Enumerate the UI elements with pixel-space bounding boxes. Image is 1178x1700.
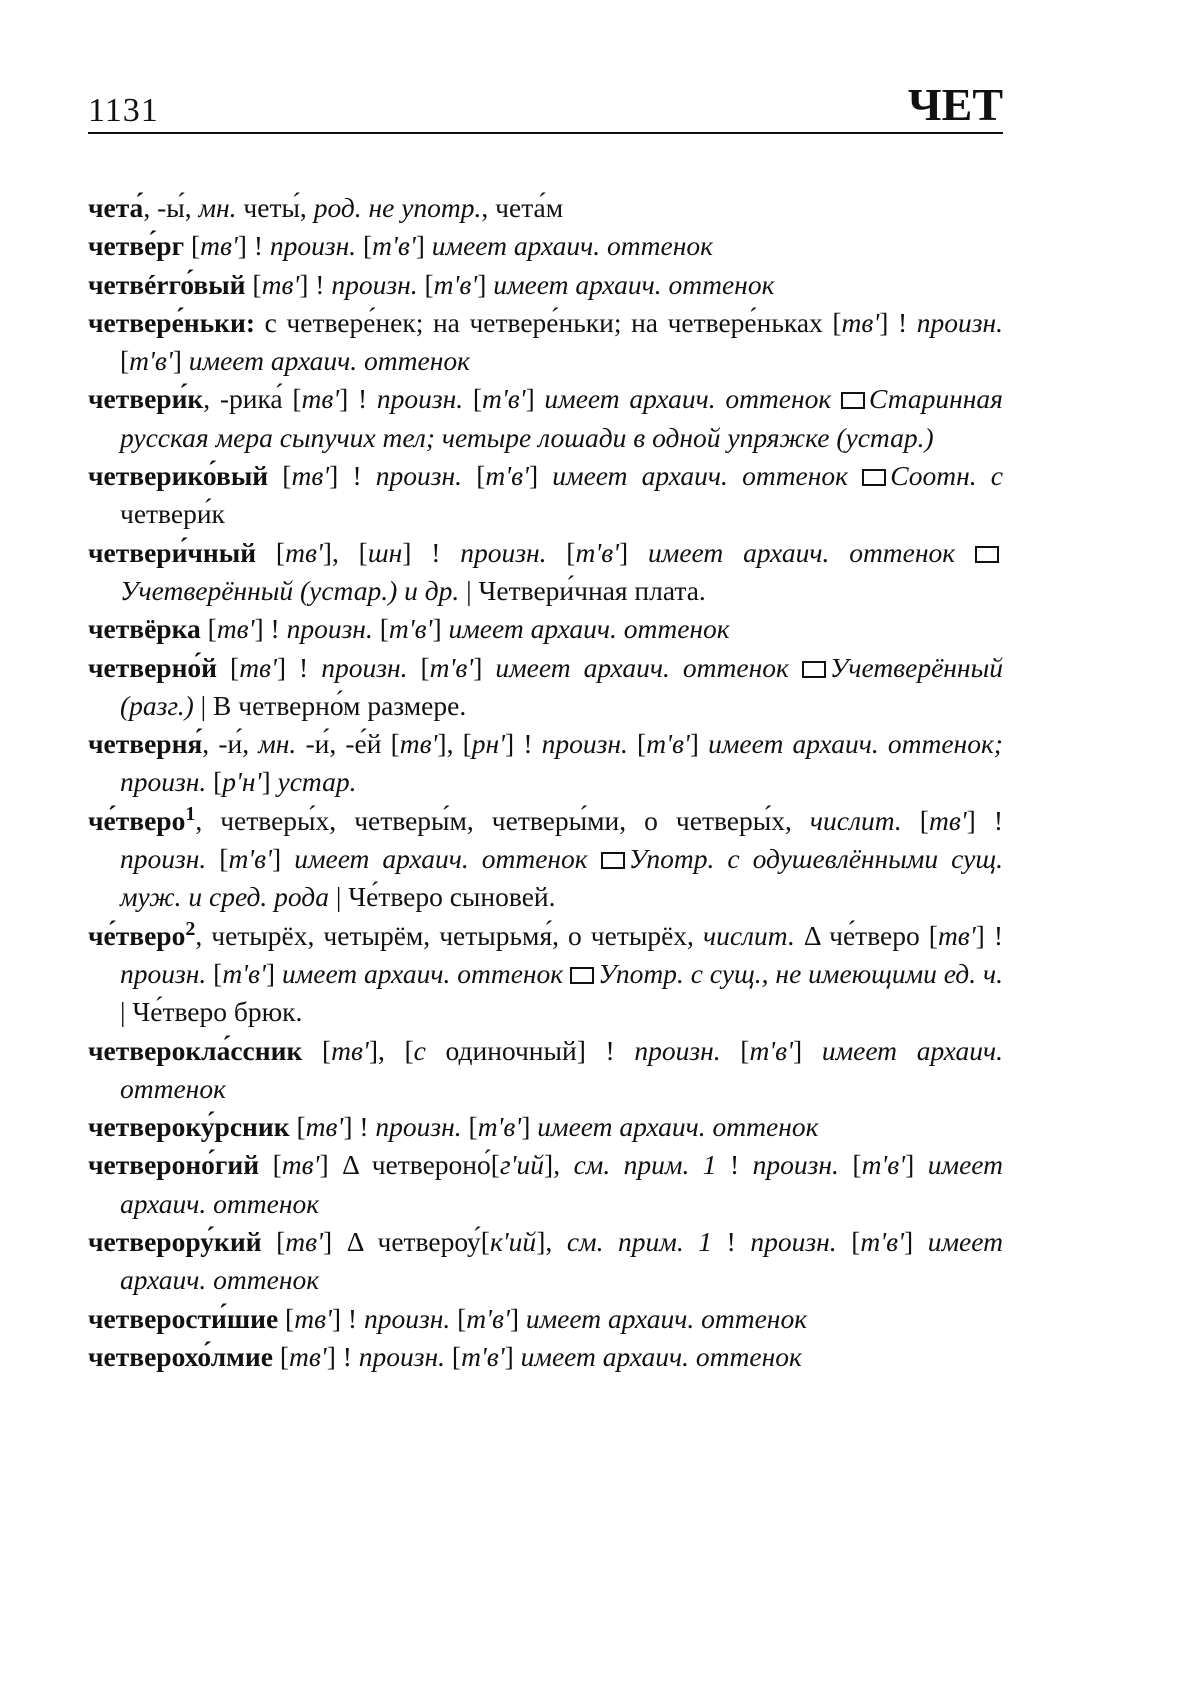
entry-text: [: [200, 613, 217, 645]
entry-text: ] Δ четвероно́[: [319, 1149, 500, 1181]
entry-text: [: [217, 651, 240, 683]
dictionary-entry-chetvernoy: [88, 649, 1003, 726]
definition-box-icon: [862, 469, 886, 486]
annotation-italic: тв': [841, 306, 880, 338]
annotation-italic: тв': [301, 383, 340, 415]
annotation-italic: р'н': [222, 766, 262, 798]
annotation-italic: произн.: [460, 536, 547, 568]
annotation-italic: тв': [305, 1111, 344, 1143]
entry-text: [: [259, 1149, 282, 1181]
dictionary-entry-cheta: [88, 189, 1003, 227]
entry-text: [: [417, 268, 434, 300]
entry-text: [: [720, 1034, 750, 1066]
headword: четвери́чный: [88, 536, 257, 568]
entry-text: [588, 843, 601, 874]
dictionary-entry-chetveronogiy: [88, 1146, 1003, 1223]
entry-text: ],: [544, 1149, 574, 1181]
annotation-italic: к'ий: [489, 1226, 537, 1258]
entry-text: | Четвери́чная плата.: [459, 574, 706, 606]
dictionary-entry-chetvero2: [88, 917, 1003, 1032]
entry-text: [: [256, 536, 286, 568]
entry-text: ] !: [966, 804, 1003, 836]
entry-text: , чета́м: [481, 192, 564, 223]
dictionary-entry-chetverikovyy: [88, 457, 1003, 534]
annotation-italic: Соотн. с: [890, 460, 1003, 492]
annotation-italic: произн.: [375, 1111, 462, 1143]
dictionary-page: [88, 78, 1003, 1376]
entry-text: Δ че́тверо [: [794, 919, 938, 951]
entry-text: [: [206, 957, 223, 989]
annotation-italic: тв': [281, 1149, 320, 1181]
annotation-italic: произн.: [375, 460, 463, 492]
homonym-number: 1: [185, 802, 196, 825]
headword: четве́рг: [88, 230, 185, 262]
entry-text: [: [838, 1149, 862, 1181]
annotation-italic: тв': [285, 536, 323, 568]
annotation-italic: Старинная русская мера сыпучих тел; четыре лошади в одной упряжке (устар.): [120, 383, 1003, 453]
entry-text: ] !: [254, 613, 287, 645]
annotation-italic: произн.: [358, 1340, 446, 1372]
entry-text: [: [356, 230, 373, 262]
dictionary-entry-chetyorka: [88, 610, 1003, 648]
headword: четвёрка: [88, 613, 201, 645]
annotation-italic: произн.: [916, 306, 1003, 338]
annotation-italic: имеет архаич. оттенок; произн.: [120, 728, 1003, 798]
annotation-italic: имеет архаич. оттенок: [495, 651, 789, 683]
entry-text: [: [407, 651, 430, 683]
annotation-italic: имеет архаич. оттенок: [493, 268, 775, 300]
headword: че́тверо: [88, 804, 186, 836]
entry-text: ] !: [975, 919, 1003, 951]
annotation-italic: тв': [331, 1034, 369, 1066]
entry-text: [: [546, 536, 576, 568]
annotation-italic: произн.: [286, 613, 373, 645]
headword: четвероку́рсник: [88, 1111, 290, 1143]
annotation-italic: род. не употр.: [313, 192, 482, 223]
running-head: ЧЕТ: [907, 79, 1003, 130]
annotation-italic: имеет архаич. оттенок: [525, 1302, 808, 1334]
entry-text: четы́,: [236, 192, 314, 223]
annotation-italic: имеет архаич. оттенок: [552, 460, 849, 492]
entry-text: [: [272, 1340, 289, 1372]
annotation-italic: тв': [200, 230, 238, 262]
entry-text: [955, 537, 975, 568]
entry-text: ]: [525, 383, 545, 415]
homonym-number: 2: [185, 917, 196, 940]
entry-text: [: [836, 1226, 861, 1258]
annotation-italic: имеет архаич. оттенок: [544, 383, 832, 415]
dictionary-entry-chetverorukiy: [88, 1223, 1003, 1300]
definition-box-icon: [841, 392, 865, 409]
headword: четверости́шие: [88, 1302, 279, 1334]
annotation-italic: см. прим. 1: [566, 1226, 713, 1258]
entry-text: ], [: [322, 536, 368, 568]
annotation-italic: т'в': [228, 843, 272, 875]
entry-text: ] !: [505, 728, 542, 760]
entry-text: , четверы́х, четверы́м, четверы́ми, о четверы́х,: [195, 804, 810, 836]
entry-text: [: [206, 843, 229, 875]
annotation-italic: тв': [285, 1226, 323, 1258]
entry-text: ]: [619, 536, 649, 568]
annotation-italic: имеет архаич. оттенок: [537, 1111, 819, 1143]
entry-text: ]: [521, 1111, 538, 1143]
annotation-italic: т'в': [372, 230, 416, 262]
annotation-italic: г'ий: [499, 1149, 545, 1181]
headword: чета́: [88, 192, 144, 223]
entry-text: [: [245, 268, 262, 300]
annotation-italic: т'в': [461, 1340, 505, 1372]
entry-text: [: [463, 383, 482, 415]
annotation-italic: произн.: [376, 383, 464, 415]
entry-text: | Че́тверо брюк.: [120, 996, 303, 1028]
entry-text: , -и́,: [202, 728, 259, 760]
entry-text: [: [461, 1111, 478, 1143]
annotation-italic: тв': [294, 1302, 332, 1334]
annotation-italic: шн: [367, 536, 403, 568]
annotation-italic: т'в': [429, 651, 474, 683]
headword: четверня́: [88, 728, 203, 760]
entry-text: ] !: [343, 1111, 376, 1143]
annotation-italic: т'в': [222, 957, 266, 989]
entry-text: ] !: [237, 230, 270, 262]
page-header: [88, 78, 1003, 134]
annotation-italic: Учетверённый (разг.): [120, 651, 1003, 721]
annotation-italic: имеет архаич. оттенок: [120, 1226, 1003, 1296]
annotation-italic: тв': [928, 804, 967, 836]
entry-text: ]: [272, 843, 295, 875]
entry-text: [: [289, 1111, 306, 1143]
entry-text: ]: [528, 460, 553, 492]
annotation-italic: имеет архаич. оттенок: [648, 536, 956, 568]
annotation-italic: т'в': [575, 536, 620, 568]
dictionary-entry-chetverg: [88, 227, 1003, 265]
dictionary-entry-chetverichnyy: [88, 534, 1003, 611]
annotation-italic: т'в': [388, 613, 433, 645]
entry-text: [848, 460, 862, 491]
annotation-italic: имеет архаич. оттенок: [188, 345, 470, 377]
entry-text: [: [278, 1302, 295, 1334]
annotation-italic: мн.: [198, 192, 237, 223]
annotation-italic: рн': [471, 728, 506, 760]
annotation-italic: с: [413, 1034, 426, 1066]
annotation-italic: имеет архаич. оттенок: [120, 1034, 1003, 1104]
entry-text: !: [716, 1149, 753, 1181]
entry-text: ]: [477, 268, 494, 300]
annotation-italic: т'в': [861, 1149, 906, 1181]
page-number: 1131: [88, 92, 159, 129]
annotation-italic: тв': [289, 1340, 327, 1372]
entry-text: [: [302, 1034, 332, 1066]
entry-text: с четвере́нек; на четвере́ньки; на четвере́ньках [: [255, 306, 842, 338]
entry-text: ] !: [339, 383, 377, 415]
entry-text: ] !: [326, 1340, 359, 1372]
annotation-italic: произн.: [331, 268, 418, 300]
annotation-italic: т'в': [646, 728, 690, 760]
entry-text: [789, 652, 802, 683]
entry-text: [: [120, 345, 130, 377]
entry-text: ]: [689, 728, 709, 760]
entry-text: | Че́тверо сыновей.: [328, 881, 556, 913]
dictionary-entry-chetveroklassnik: [88, 1032, 1003, 1109]
entry-text: [: [627, 728, 647, 760]
entry-text: , -рика́ [: [203, 383, 302, 415]
annotation-italic: тв': [291, 460, 330, 492]
entry-text: [563, 958, 570, 989]
dictionary-entry-chetvero1: [88, 802, 1003, 917]
dictionary-entry-chetvernya: [88, 725, 1003, 802]
entry-text: ]: [903, 1226, 928, 1258]
entry-text: -и́, -е́й [: [296, 728, 400, 760]
entry-text: ] !: [329, 460, 376, 492]
definition-box-icon: [570, 967, 594, 984]
headword: четвери́к: [88, 383, 204, 415]
dictionary-entry-chetveroholmie: [88, 1338, 1003, 1376]
annotation-italic: тв': [216, 613, 255, 645]
entry-text: ] !: [276, 651, 322, 683]
annotation-italic: произн.: [750, 1226, 837, 1258]
annotation-italic: имеет архаич. оттенок: [431, 230, 713, 262]
entry-text: [: [462, 460, 486, 492]
dictionary-entry-chetverenki: [88, 304, 1003, 381]
annotation-italic: произн.: [269, 230, 357, 262]
annotation-italic: Употр. с сущ., не имеющими ед. ч.: [598, 957, 1003, 989]
annotation-italic: числит.: [809, 804, 902, 836]
entry-text: ], [: [437, 728, 472, 760]
entry-text: [: [372, 613, 389, 645]
annotation-italic: т'в': [860, 1226, 904, 1258]
dictionary-entry-chetverokursnik: [88, 1108, 1003, 1146]
annotation-italic: имеет архаич. оттенок: [448, 613, 730, 645]
dictionary-entry-chetverostishie: [88, 1300, 1003, 1338]
headword: четверору́кий: [88, 1226, 262, 1258]
annotation-italic: т'в': [482, 383, 526, 415]
entry-text: ] !: [402, 536, 461, 568]
annotation-italic: т'в': [749, 1034, 793, 1066]
annotation-italic: устар.: [277, 766, 357, 798]
annotation-italic: Учетверённый (устар.) и др.: [120, 574, 460, 606]
entry-text: ]: [415, 230, 432, 262]
entry-text: ]: [905, 1149, 928, 1181]
headword: четверохо́лмие: [88, 1340, 273, 1372]
entry-text: , четырёх, четырём, четырьмя́, о четырёх,: [195, 919, 703, 951]
entry-text: [: [184, 230, 201, 262]
headword: четвероно́гий: [88, 1149, 260, 1181]
entry-text: ] Δ четвероу́[: [322, 1226, 490, 1258]
definition-box-icon: [975, 546, 999, 563]
headword: четверно́й: [88, 651, 218, 683]
annotation-italic: тв': [937, 919, 976, 951]
annotation-italic: т'в': [466, 1302, 510, 1334]
entry-text: ] !: [331, 1302, 364, 1334]
annotation-italic: тв': [261, 268, 300, 300]
annotation-italic: произн.: [752, 1149, 839, 1181]
annotation-italic: числит.: [702, 919, 795, 951]
annotation-italic: т'в': [485, 460, 529, 492]
annotation-italic: произн.: [541, 728, 628, 760]
entry-text: четвери́к: [120, 498, 225, 530]
entry-text: одиночный] !: [425, 1034, 635, 1066]
entry-text: [: [445, 1340, 462, 1372]
definition-box-icon: [802, 661, 826, 678]
entry-text: [831, 383, 841, 414]
annotation-italic: см. прим. 1: [573, 1149, 717, 1181]
headword: четвере́ньки:: [88, 306, 256, 338]
entry-text: ], [: [368, 1034, 414, 1066]
annotation-italic: имеет архаич. оттенок: [281, 957, 564, 989]
headword: четверокла́ссник: [88, 1034, 303, 1066]
entry-text: ]: [504, 1340, 521, 1372]
headword: че́тверо: [88, 919, 186, 951]
annotation-italic: имеет архаич. оттенок: [120, 1149, 1003, 1219]
entry-text: , -ы́,: [143, 192, 199, 223]
entry-text: [: [268, 460, 292, 492]
dictionary-entry-chetvergovyy: [88, 266, 1003, 304]
annotation-italic: произн.: [321, 651, 408, 683]
entry-text: [: [901, 804, 929, 836]
annotation-italic: имеет архаич. оттенок: [520, 1340, 802, 1372]
entry-text: ]: [473, 651, 496, 683]
annotation-italic: произн.: [120, 843, 207, 875]
annotation-italic: тв': [399, 728, 438, 760]
entry-text: ]: [793, 1034, 822, 1066]
annotation-italic: тв': [239, 651, 277, 683]
entry-list: [88, 189, 1003, 1376]
annotation-italic: произн.: [120, 957, 207, 989]
entry-text: ] !: [879, 306, 917, 338]
entry-text: !: [712, 1226, 751, 1258]
annotation-italic: произн.: [634, 1034, 721, 1066]
entry-text: ]: [509, 1302, 526, 1334]
entry-text: [: [261, 1226, 286, 1258]
entry-text: ],: [536, 1226, 567, 1258]
entry-text: ] !: [299, 268, 332, 300]
annotation-italic: т'в': [433, 268, 478, 300]
annotation-italic: т'в': [129, 345, 173, 377]
definition-box-icon: [601, 852, 625, 869]
annotation-italic: мн.: [258, 728, 297, 760]
headword: четверико́вый: [88, 460, 269, 492]
entry-text: ]: [261, 766, 278, 798]
headword: четвérго́вый: [88, 268, 246, 300]
annotation-italic: т'в': [477, 1111, 522, 1143]
annotation-italic: произн.: [363, 1302, 451, 1334]
entry-text: ]: [432, 613, 449, 645]
entry-text: [: [450, 1302, 467, 1334]
entry-text: ]: [265, 957, 282, 989]
entry-text: ]: [172, 345, 189, 377]
entry-text: | В четверно́м размере.: [193, 689, 467, 721]
dictionary-entry-chetverik: [88, 380, 1003, 457]
annotation-italic: Употр. с одушевлёнными сущ. муж. и сред. рода: [120, 843, 1003, 913]
annotation-italic: имеет архаич. оттенок: [294, 843, 588, 875]
entry-text: [: [206, 766, 223, 798]
